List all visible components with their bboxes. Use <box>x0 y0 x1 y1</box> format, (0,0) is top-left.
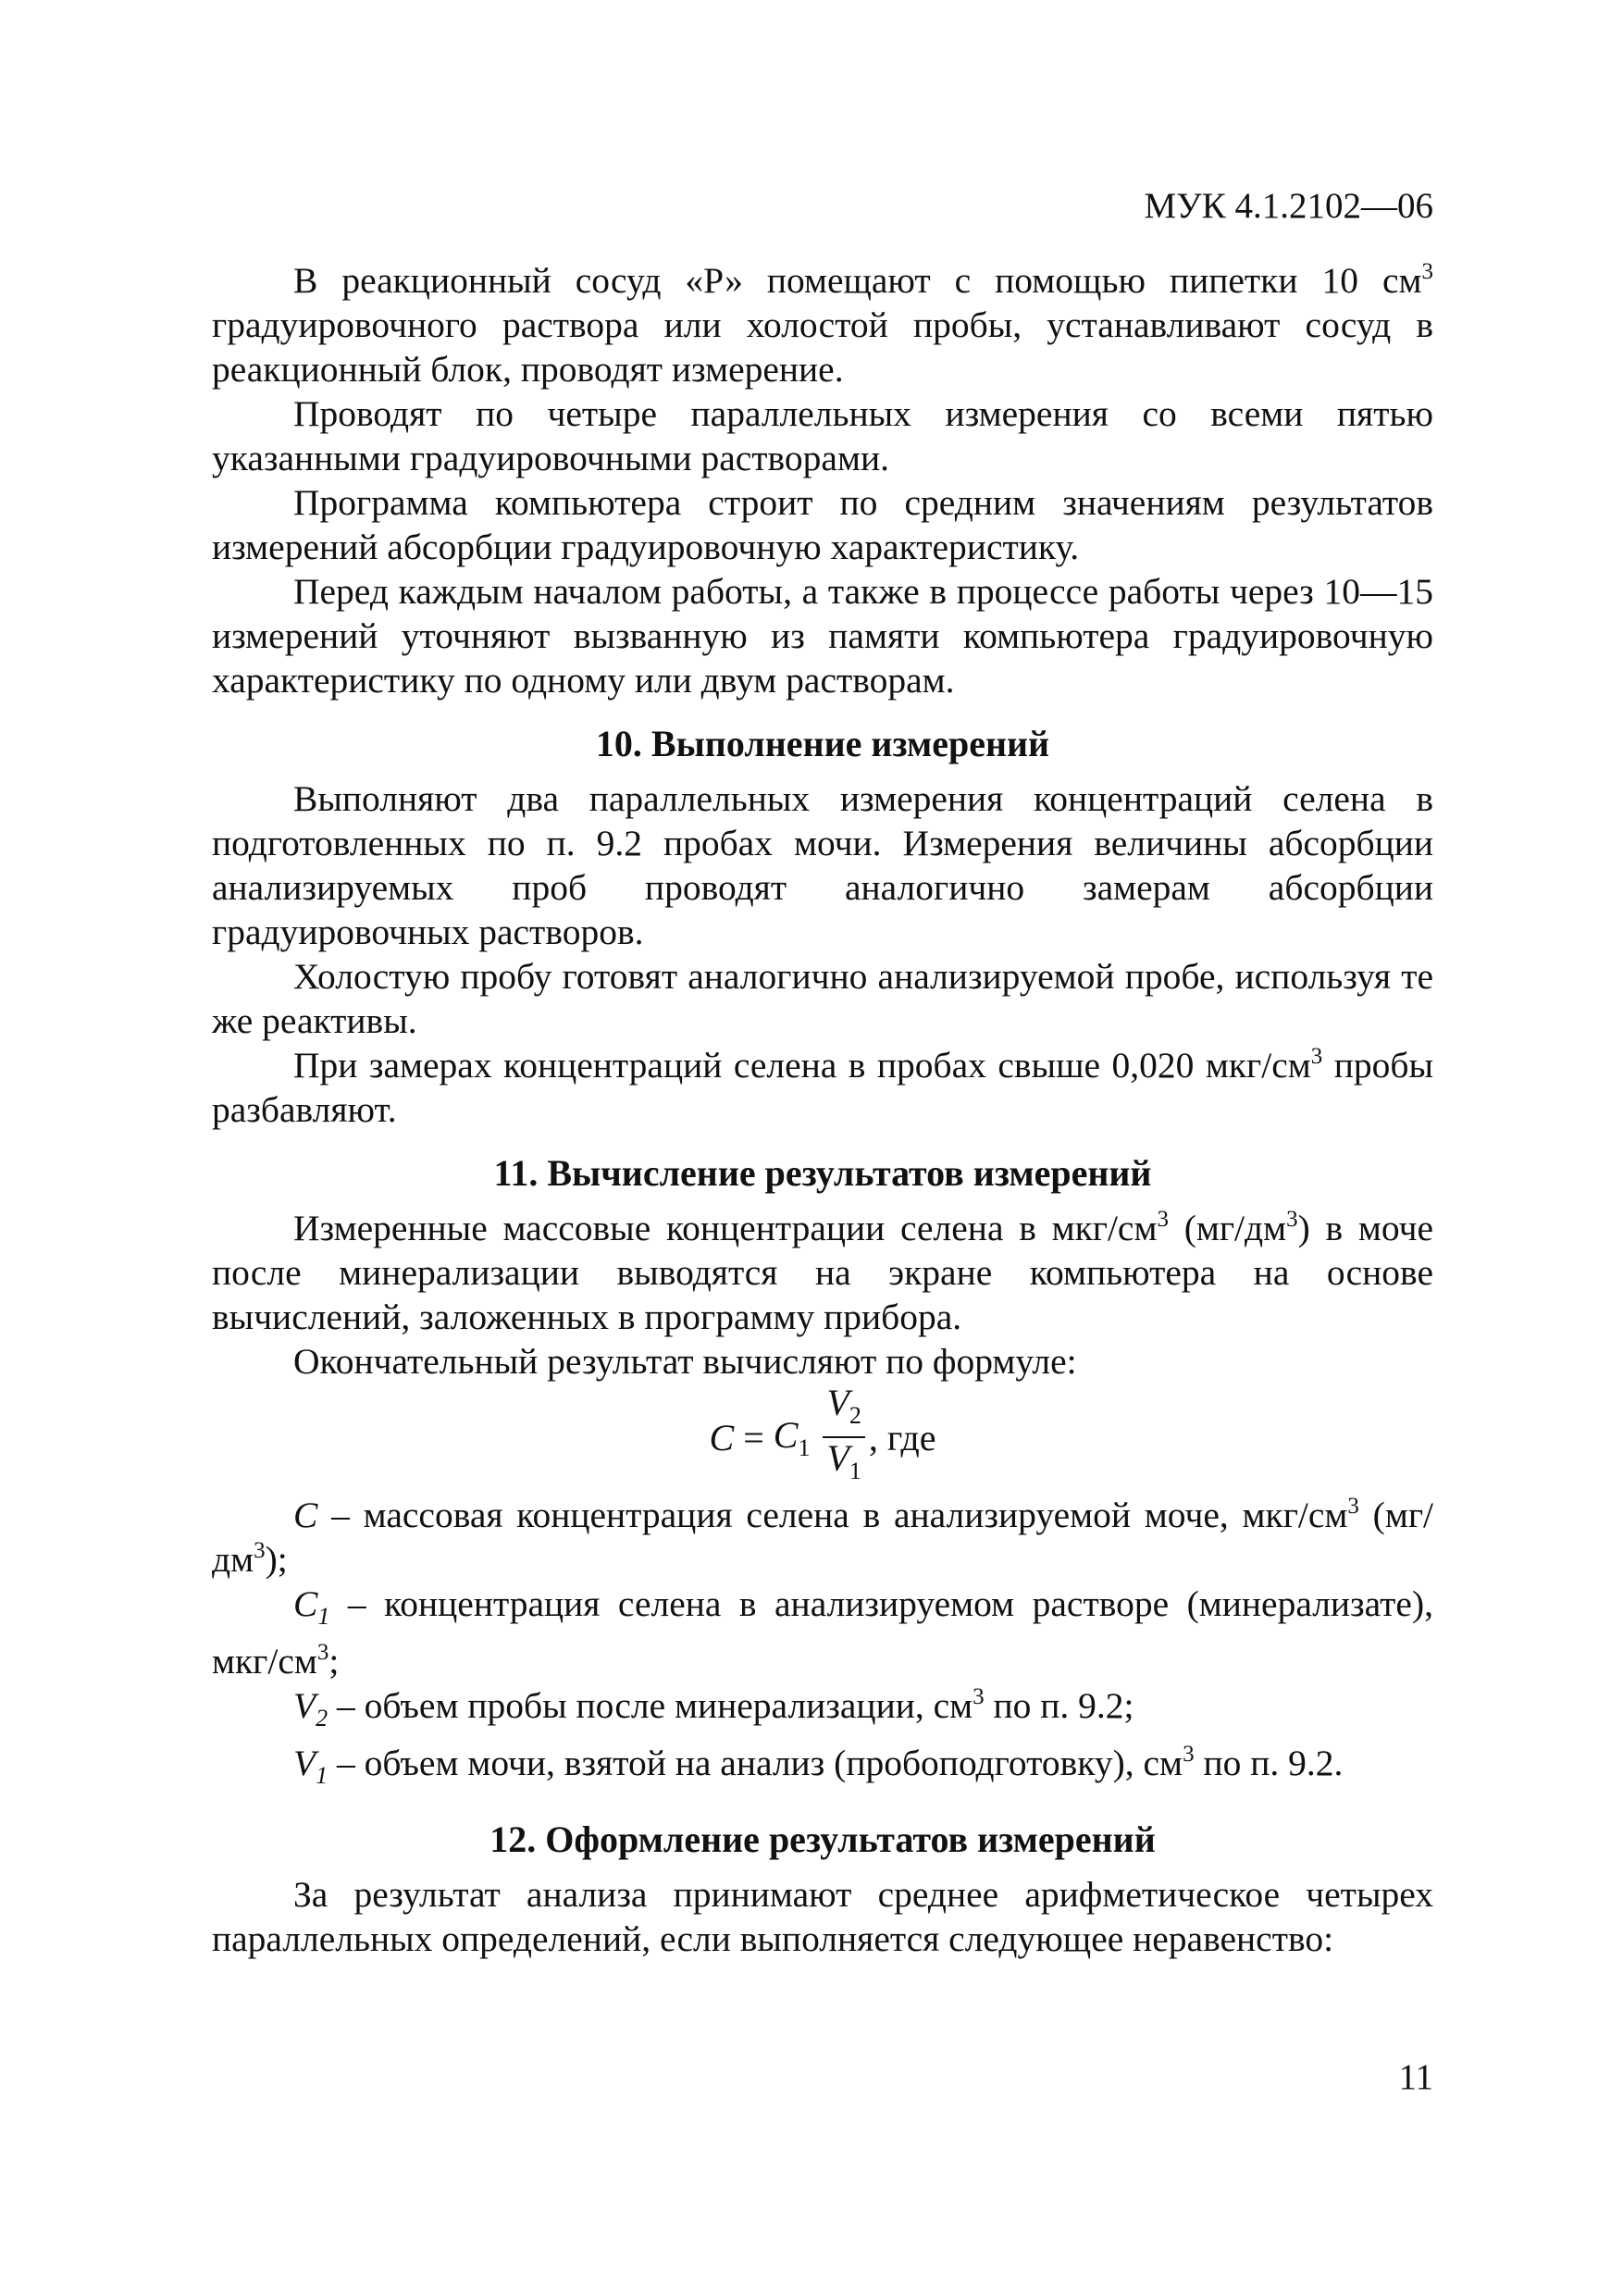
concentration-formula <box>212 1382 1433 1484</box>
formula-fraction <box>823 1384 864 1490</box>
section-10-paragraph-3: При замерах концентраций селена в пробах свыше 0,020 мкг/$см^3$ пробы разбавляют. <box>212 1043 1433 1130</box>
section-10-paragraph-2: Холостую пробу готовят аналогично анализируемой пробе, используя те же реактивы. <box>212 956 1433 1041</box>
intro-paragraph-4: Перед каждым началом работы, а также в процессе работы через 10—15 измерений уточняют вызванную из памяти компьютера градуировочную характеристику по одному или двум растворам. <box>212 571 1433 701</box>
section-10-paragraph-1: Выполняют два параллельных измерения концентраций селена в подготовленных по п. 9.2 пробах мочи. Измерения величины абсорбции анализируемых проб проводят аналогично замерам абсорбции градуировочных растворов. <box>212 778 1433 952</box>
formula-lhs: C <box>709 1416 735 1458</box>
definition-v1: $V_1$ – объем мочи, взятой на анализ (пробоподготовку), $см^3$ по п. 9.2. <box>293 1741 1344 1789</box>
definition-c1: $C_1$ – концентрация селена в анализируемом растворе (минерализате), мкг/$см^3$; <box>212 1583 1433 1682</box>
section-12-title: 12. Оформление результатов измерений <box>489 1818 1156 1860</box>
formula-denominator: $V_1$ <box>826 1437 861 1484</box>
section-11-paragraph-2: Окончательный результат вычисляют по формуле: <box>293 1341 1077 1382</box>
definition-v2: $V_2$ – объем пробы после минерализации, $см^3$ по п. 9.2; <box>293 1683 1134 1731</box>
intro-paragraph-2: Проводят по четыре параллельных измерения со всеми пятью указанными градуировочными растворами. <box>212 393 1433 478</box>
page-number: 11 <box>1398 2057 1433 2097</box>
formula-equals: = <box>734 1416 774 1458</box>
definition-c: C – массовая концентрация селена в анализируемой моче, мкг/$см^3$ $(мг/дм^3)$; <box>212 1493 1434 1580</box>
document-page <box>212 185 1433 1961</box>
section-11-title: 11. Вычисление результатов измерений <box>493 1152 1152 1194</box>
section-12-paragraph-1: За результат анализа принимают среднее арифметическое четырех параллельных определений, если выполняется следующее неравенство: <box>212 1873 1433 1959</box>
formula-c1: $C_1$ <box>773 1413 811 1461</box>
document-header: МУК 4.1.2102—06 <box>1144 186 1433 226</box>
section-11-paragraph-1: Измеренные массовые концентрации селена в мкг/$см^3$ $(мг/дм^3)$ в моче после минерализации выводятся на экране компьютера на основе вычислений, заложенных в программу прибора. <box>212 1206 1433 1337</box>
formula-suffix: , где <box>868 1416 936 1458</box>
formula-numerator: $V_2$ <box>823 1384 864 1438</box>
section-10-title: 10. Выполнение измерений <box>595 723 1050 764</box>
intro-paragraph-3: Программа компьютера строит по средним значениям результатов измерений абсорбции градуировочную характеристику. <box>212 482 1433 567</box>
intro-paragraph-1: В реакционный сосуд «Р» помещают с помощью пипетки 10 $см^3$ градуировочного раствора или холостой пробы, устанавливают сосуд в реакционный блок, проводят измерение. <box>212 258 1433 390</box>
